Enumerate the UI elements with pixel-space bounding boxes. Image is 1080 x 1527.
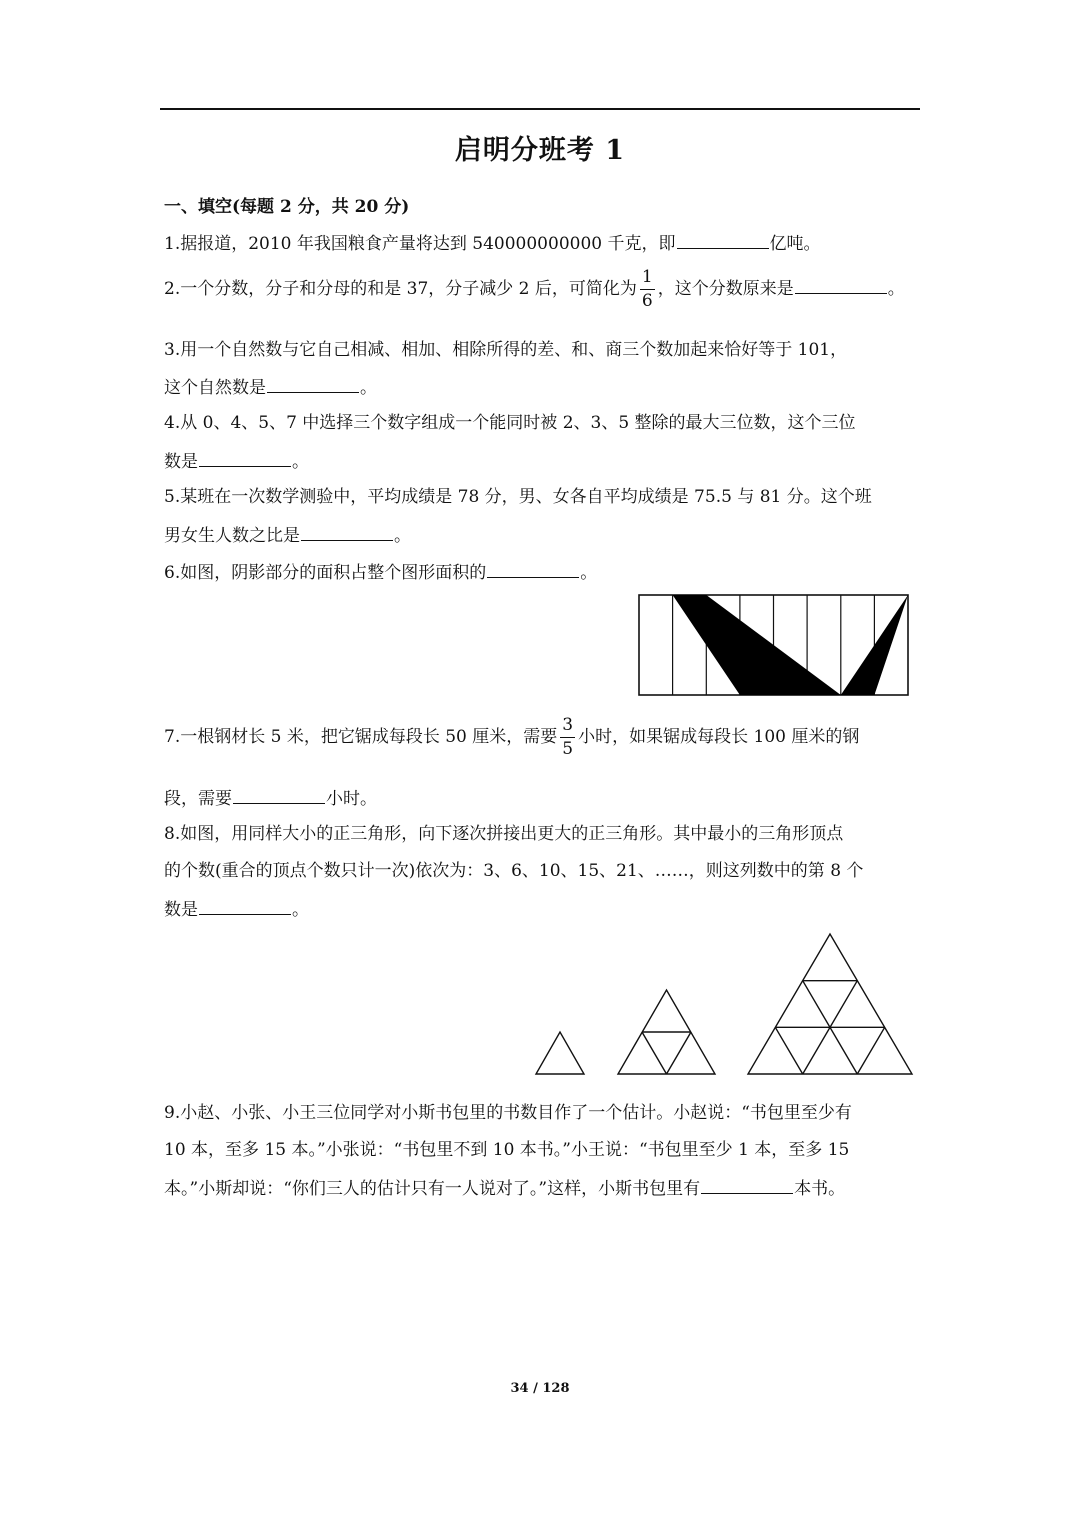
- fraction-denominator: 5: [562, 739, 574, 759]
- section-heading: 一、填空(每题 2 分，共 20 分): [164, 197, 410, 217]
- question-9-line-2: 10 本，至多 15 本。”小张说：“书包里不到 10 本书。”小王说：“书包里至少 1 本，至多 15: [164, 1140, 850, 1160]
- fraction: [560, 717, 575, 758]
- question-3-line-2: [164, 374, 920, 400]
- answer-blank[interactable]: [795, 275, 887, 294]
- question-7: [164, 717, 920, 771]
- question-text: 小时。: [326, 789, 377, 809]
- question-text: 本。”小斯却说：“你们三人的估计只有一人说对了。”这样，小斯书包里有: [164, 1179, 701, 1199]
- question-text: 。: [360, 378, 377, 398]
- question-text: 亿吨。: [769, 234, 821, 254]
- answer-blank[interactable]: [199, 896, 291, 915]
- question-text: 。: [580, 563, 598, 583]
- question-2: [164, 269, 920, 319]
- question-text: 。: [292, 452, 309, 472]
- question-7-line-2: [164, 785, 920, 811]
- question-text: ，这个分数原来是: [657, 279, 794, 299]
- answer-blank[interactable]: [677, 230, 769, 249]
- answer-blank[interactable]: [301, 522, 393, 541]
- question-5-line-2: [164, 522, 920, 548]
- answer-blank[interactable]: [267, 374, 359, 393]
- question-1: [164, 230, 920, 256]
- question-text: 数是: [164, 900, 198, 920]
- question-text: 。: [292, 900, 309, 920]
- fraction-denominator: 6: [641, 291, 653, 311]
- question-text: 6.如图，阴影部分的面积占整个图形面积的: [164, 563, 487, 583]
- question-text: 男女生人数之比是: [164, 526, 300, 546]
- question-8-line-3: [164, 896, 920, 922]
- answer-blank[interactable]: [701, 1175, 793, 1194]
- question-text: 小时，如果锯成每段长 100 厘米的钢: [578, 727, 860, 747]
- page-title: 启明分班考 1: [454, 135, 626, 166]
- answer-blank[interactable]: [233, 785, 325, 804]
- fraction: [640, 269, 655, 310]
- question-text: 。: [887, 279, 905, 299]
- answer-blank[interactable]: [487, 559, 579, 578]
- question-text: 1.据报道，2010 年我国粮食产量将达到 540000000000 千克，即: [164, 234, 676, 254]
- question-5-line-1: 5.某班在一次数学测验中，平均成绩是 78 分，男、女各自平均成绩是 75.5 与 81 分。这个班: [164, 487, 872, 507]
- header-rule: [160, 108, 920, 110]
- question-6: [164, 559, 920, 585]
- question-3-line-1: 3.用一个自然数与它自己相减、相加、相除所得的差、和、商三个数加起来恰好等于 101，: [164, 340, 848, 360]
- question-text: 2.一个分数，分子和分母的和是 37，分子减少 2 后，可简化为: [164, 279, 637, 299]
- question-8-line-2: 的个数(重合的顶点个数只计一次)依次为：3、6、10、15、21、……，则这列数中的第 8 个: [164, 861, 864, 881]
- question-text: 段，需要: [164, 789, 232, 809]
- question-4-line-1: 4.从 0、4、5、7 中选择三个数字组成一个能同时被 2、3、5 整除的最大三位数，这个三位: [164, 413, 856, 433]
- question-9-line-1: 9.小赵、小张、小王三位同学对小斯书包里的书数目作了一个估计。小赵说：“书包里至少有: [164, 1103, 852, 1123]
- fraction-numerator: 3: [560, 717, 575, 738]
- shaded-area-figure: [636, 592, 912, 698]
- triangle-sequence-figure: [530, 928, 920, 1080]
- question-text: 7.一根钢材长 5 米，把它锯成每段长 50 厘米，需要: [164, 727, 558, 747]
- question-4-line-2: [164, 448, 920, 474]
- question-text: 这个自然数是: [164, 378, 266, 398]
- question-text: 。: [394, 526, 411, 546]
- question-text: 本书。: [794, 1179, 846, 1199]
- question-9-line-3: [164, 1175, 920, 1201]
- answer-blank[interactable]: [199, 448, 291, 467]
- question-text: 数是: [164, 452, 198, 472]
- question-8-line-1: 8.如图，用同样大小的正三角形，向下逐次拼接出更大的正三角形。其中最小的三角形顶点: [164, 824, 844, 844]
- fraction-numerator: 1: [640, 269, 655, 290]
- page-number: 34 / 128: [510, 1381, 570, 1396]
